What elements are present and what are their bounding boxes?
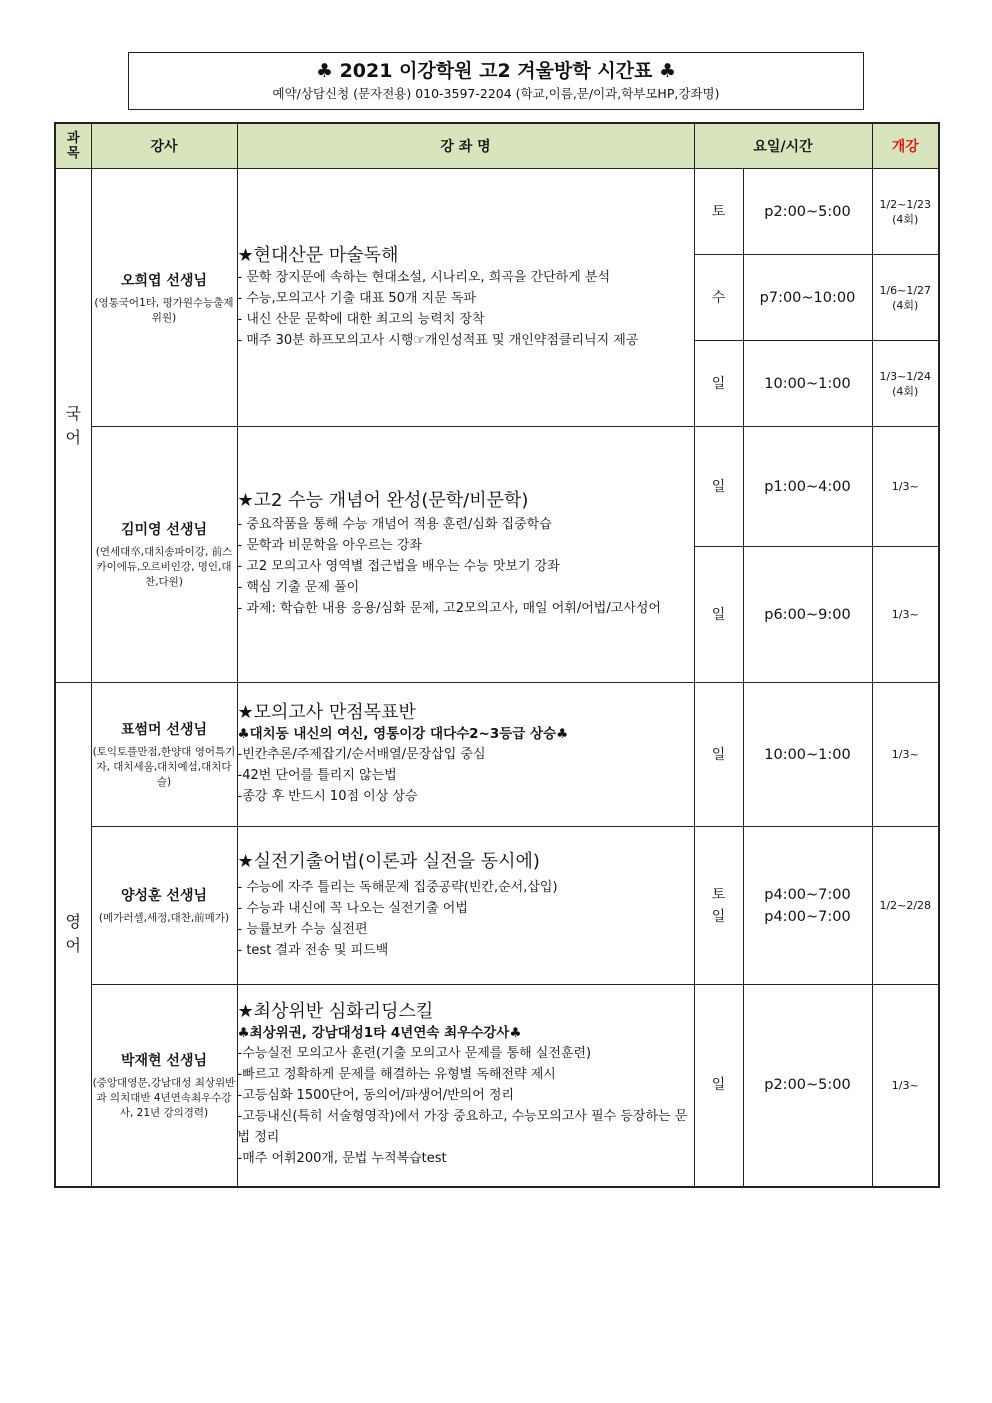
time-cell: p2:00~5:00	[743, 985, 872, 1187]
teacher-desc: (토익토플만점,한양대 영어특기자, 대치세움,대치예섬,대치다슬)	[92, 746, 236, 788]
teacher-desc: (메가러셀,세정,대찬,前메가)	[98, 912, 230, 924]
course-cell	[237, 427, 694, 683]
subject-english: 영 어	[55, 683, 91, 1187]
teacher-name: 김미영 선생님	[120, 522, 208, 538]
course-line: -고등심화 1500단어, 동의어/파생어/반의어 정리	[237, 1088, 515, 1104]
day-cell: 일	[694, 547, 743, 683]
teacher-name: 오희엽 선생님	[120, 272, 208, 289]
course-line: -종강 후 반드시 10점 이상 상승	[237, 789, 418, 804]
course-cell	[237, 169, 694, 427]
teacher-cell	[91, 169, 237, 427]
course-line: - 문학과 비문학을 아우르는 강좌	[237, 538, 422, 553]
col-teacher: 강사	[91, 123, 237, 169]
day-cell: 일	[694, 341, 743, 427]
course-line: - 매주 30분 하프모의고사 시행☞개인성적표 및 개인약점클리닉지 제공	[237, 332, 639, 348]
start-cell: 1/6~1/27 (4회)	[872, 255, 939, 341]
course-line: -매주 어휘200개, 문법 누적복습test	[237, 1151, 447, 1167]
course-title: ★최상위반 심화리딩스킬	[237, 1001, 434, 1023]
time-cell: 10:00~1:00	[743, 341, 872, 427]
course-line: - test 결과 전송 및 피드백	[237, 942, 389, 958]
course-title: ★현대산문 마술독해	[237, 244, 399, 266]
day-cell: 일	[694, 985, 743, 1187]
course-cell	[237, 827, 694, 985]
teacher-name: 양성훈 선생님	[120, 888, 208, 904]
teacher-desc: (중앙대영문,강남대성 최상위반과 의치대반 4년연속최우수강사, 21년 강의경력)	[92, 1076, 236, 1119]
start-cell: 1/2~2/28	[872, 827, 939, 985]
start-cell: 1/2~1/23 (4회)	[872, 169, 939, 255]
course-title: ★고2 수능 개념어 완성(문학/비문학)	[237, 490, 529, 511]
course-title: ★모의고사 만점목표반	[237, 702, 416, 723]
table-row	[55, 169, 939, 255]
time-cell: p6:00~9:00	[743, 547, 872, 683]
teacher-cell	[91, 985, 237, 1187]
teacher-cell	[91, 827, 237, 985]
day-cell: 일	[694, 427, 743, 547]
course-line: -42번 단어를 틀리지 않는법	[237, 768, 397, 783]
page-subtitle: 예약/상담신청 (문자전용) 010-3597-2204 (학교,이름,문/이과,학부모HP,강좌명)	[272, 86, 720, 101]
course-line: -고등내신(특히 서술형영작)에서 가장 중요하고, 수능모의고사 필수 등장하는 문법 정리	[237, 1109, 688, 1146]
teacher-desc: (연세대卒,대치송파이강, 前스카이에듀,오르비인강, 명인,대찬,다원)	[95, 546, 233, 588]
course-line: -빈칸추론/주제잡기/순서배열/문장삽입 중심	[237, 747, 486, 762]
day-cell: 토 일	[694, 827, 743, 985]
time-cell: p4:00~7:00 p4:00~7:00	[743, 827, 872, 985]
time-cell: p1:00~4:00	[743, 427, 872, 547]
title-box	[128, 52, 864, 110]
col-subject: 과 목	[55, 123, 91, 169]
time-cell: 10:00~1:00	[743, 683, 872, 827]
course-line: - 수능과 내신에 꼭 나오는 실전기출 어법	[237, 900, 468, 916]
start-cell: 1/3~	[872, 683, 939, 827]
teacher-name: 표썸머 선생님	[120, 722, 208, 738]
timetable	[54, 122, 940, 1188]
course-cell	[237, 683, 694, 827]
course-cell	[237, 985, 694, 1187]
time-cell: p2:00~5:00	[743, 169, 872, 255]
course-line: - 핵심 기출 문제 풀이	[237, 580, 360, 595]
course-line: - 중요작품을 통해 수능 개념어 적용 훈련/심화 집중학습	[237, 517, 552, 532]
course-title: ★실전기출어법(이론과 실전을 동시에)	[237, 850, 540, 872]
course-line: - 과제: 학습한 내용 응용/심화 문제, 고2모의고사, 매일 어휘/어법/고사성어	[237, 601, 661, 616]
header-row	[55, 123, 939, 169]
table-row	[55, 427, 939, 547]
start-cell: 1/3~1/24 (4회)	[872, 341, 939, 427]
subject-korean: 국 어	[55, 169, 91, 683]
day-cell: 일	[694, 683, 743, 827]
course-subtitle: ♣대치동 내신의 여신, 영통이강 대다수2~3등급 상승♣	[237, 726, 569, 742]
course-line: - 내신 산문 문학에 대한 최고의 능력치 장착	[237, 311, 485, 327]
course-line: -수능실전 모의고사 훈련(기출 모의고사 문제를 통해 실전훈련)	[237, 1046, 592, 1062]
teacher-cell	[91, 683, 237, 827]
time-cell: p7:00~10:00	[743, 255, 872, 341]
table-row	[55, 985, 939, 1187]
course-line: - 문학 장지문에 속하는 현대소설, 시나리오, 희곡을 간단하게 분석	[237, 269, 611, 285]
col-schedule: 요일/시간	[694, 123, 872, 169]
course-line: - 수능,모의고사 기출 대표 50개 지문 독파	[237, 290, 477, 306]
teacher-desc: (영통국어1타, 평가원수능출제위원)	[94, 296, 234, 324]
course-line: - 고2 모의고사 영역별 접근법을 배우는 수능 맛보기 강좌	[237, 559, 560, 574]
day-cell: 토	[694, 169, 743, 255]
start-cell: 1/3~	[872, 985, 939, 1187]
teacher-cell	[91, 427, 237, 683]
day-cell: 수	[694, 255, 743, 341]
table-row	[55, 827, 939, 985]
course-subtitle: ♣최상위권, 강남대성1타 4년연속 최우수강사♣	[237, 1025, 522, 1042]
course-line: - 능률보카 수능 실전편	[237, 921, 368, 937]
start-cell: 1/3~	[872, 427, 939, 547]
col-start: 개강	[872, 123, 939, 169]
start-cell: 1/3~	[872, 547, 939, 683]
course-line: - 수능에 자주 틀리는 독해문제 집중공략(빈칸,순서,삽입)	[237, 879, 558, 895]
col-course: 강 좌 명	[237, 123, 694, 169]
course-line: -빠르고 정확하게 문제를 해결하는 유형별 독해전략 제시	[237, 1067, 556, 1083]
teacher-name: 박재현 선생님	[120, 1052, 208, 1069]
page-title: ♣ 2021 이강학원 고2 겨울방학 시간표 ♣	[315, 60, 677, 82]
table-row	[55, 683, 939, 827]
